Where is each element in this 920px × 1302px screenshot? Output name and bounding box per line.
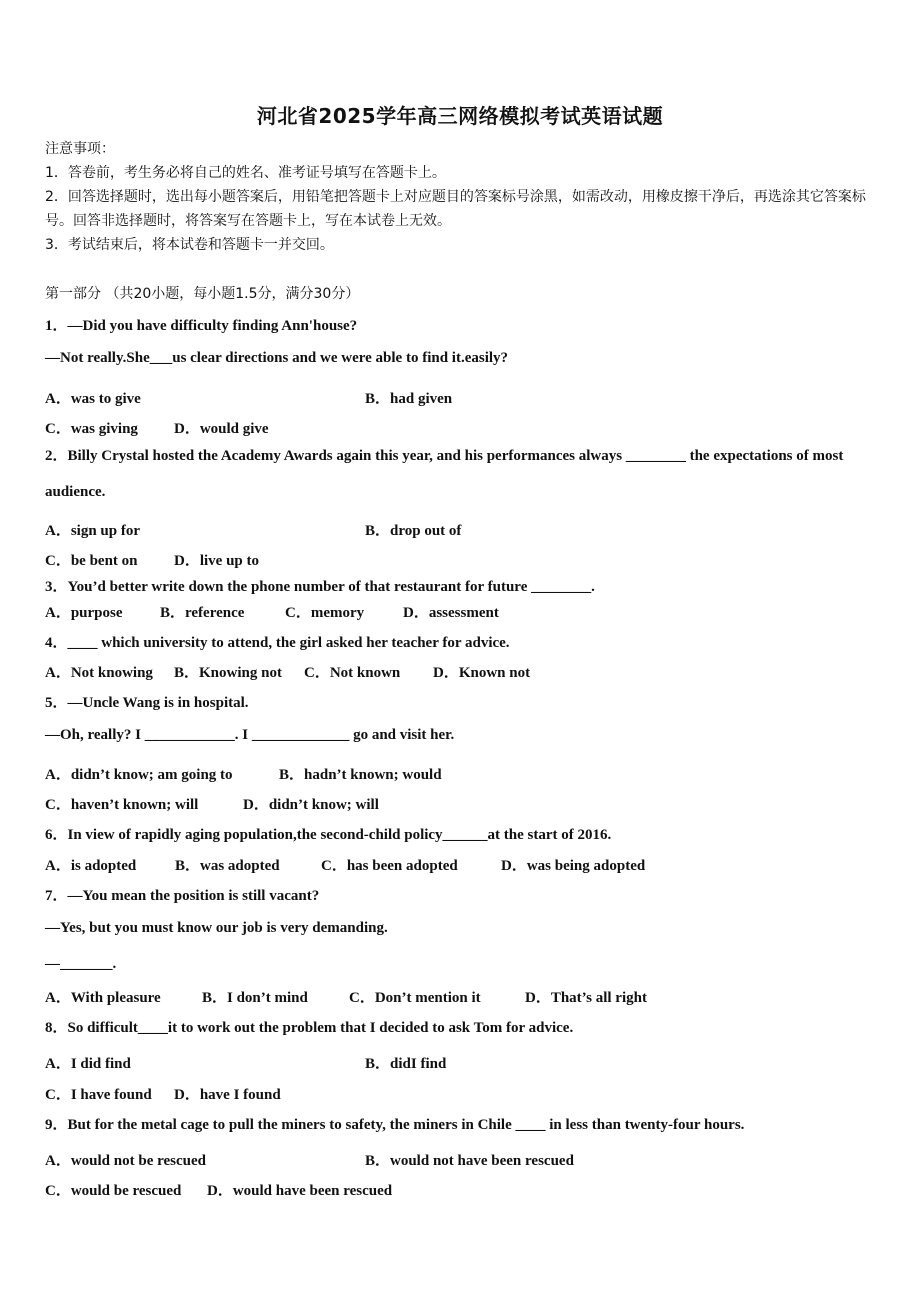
question-6-option-b[interactable]: B．was adopted (175, 858, 280, 874)
question-1-stem: 1．—Did you have difficulty finding Ann'house? (45, 318, 358, 334)
question-7-stem-reply: —Yes, but you must know our job is very demanding. (45, 920, 388, 936)
question-5-option-a[interactable]: A．didn’t know; am going to (45, 767, 233, 783)
question-3-option-d[interactable]: D．assessment (403, 605, 499, 621)
question-4-option-a[interactable]: A．Not knowing (45, 665, 153, 681)
question-7-option-d[interactable]: D．That’s all right (525, 990, 647, 1006)
question-7-option-c[interactable]: C．Don’t mention it (349, 990, 481, 1006)
question-6-stem: 6．In view of rapidly aging population,the second-child policy______at the start of 2016. (45, 827, 612, 843)
question-1-option-c[interactable]: C．was giving (45, 421, 138, 437)
question-1-stem-reply: —Not really.She___us clear directions and we were able to find it.easily? (45, 350, 509, 366)
question-1-option-d[interactable]: D．would give (174, 421, 269, 437)
notes-item-2: 2．回答选择题时，选出每小题答案后，用铅笔把答题卡上对应题目的答案标号涂黑，如需改动，用橡皮擦干净后，再选涂其它答案标号。回答非选择题时，将答案写在答题卡上，写在本试卷上无效。 (45, 189, 866, 229)
question-6-option-d[interactable]: D．was being adopted (501, 858, 646, 874)
question-2-option-d[interactable]: D．live up to (174, 553, 260, 569)
question-8-option-d[interactable]: D．have I found (174, 1087, 281, 1103)
question-8-option-c[interactable]: C．I have found (45, 1087, 152, 1103)
question-5-stem-reply: —Oh, really? I ____________. I _____________ go and visit her. (45, 727, 455, 743)
exam-title: 河北省2025学年高三网络模拟考试英语试题 (256, 104, 664, 128)
question-9-option-a[interactable]: A．would not be rescued (45, 1153, 206, 1169)
question-3-option-c[interactable]: C．memory (285, 605, 365, 621)
question-4-stem: 4．____ which university to attend, the girl asked her teacher for advice. (45, 635, 510, 651)
question-5-option-d[interactable]: D．didn’t know; will (243, 797, 379, 813)
question-3-option-a[interactable]: A．purpose (45, 605, 123, 621)
question-6-option-a[interactable]: A．is adopted (45, 858, 137, 874)
question-1-option-b[interactable]: B．had given (365, 391, 453, 407)
question-9-option-b[interactable]: B．would not have been rescued (365, 1153, 574, 1169)
question-5-option-c[interactable]: C．haven’t known; will (45, 797, 199, 813)
question-7-option-a[interactable]: A．With pleasure (45, 990, 161, 1006)
notes-item-1: 1．答卷前，考生务必将自己的姓名、准考证号填写在答题卡上。 (45, 165, 446, 181)
question-8-option-a[interactable]: A．I did find (45, 1056, 131, 1072)
question-5-option-b[interactable]: B．hadn’t known; would (279, 767, 442, 783)
part-one-heading: 第一部分 （共20小题，每小题1.5分，满分30分） (45, 286, 360, 302)
question-5-stem: 5．—Uncle Wang is in hospital. (45, 695, 249, 711)
question-2-stem: 2．Billy Crystal hosted the Academy Awards again this year, and his performances always ________ the expectations of most audience. (45, 448, 844, 500)
question-3-option-b[interactable]: B．reference (160, 605, 245, 621)
question-4-option-d[interactable]: D．Known not (433, 665, 531, 681)
question-7-stem-blank: —_______. (45, 956, 117, 972)
question-8-stem: 8．So difficult____it to work out the problem that I decided to ask Tom for advice. (45, 1020, 574, 1036)
notes-item-3: 3．考试结束后，将本试卷和答题卡一并交回。 (45, 237, 334, 253)
question-7-stem: 7．—You mean the position is still vacant? (45, 888, 320, 904)
question-2-option-a[interactable]: A．sign up for (45, 523, 141, 539)
question-6-option-c[interactable]: C．has been adopted (321, 858, 458, 874)
question-8-option-b[interactable]: B．didI find (365, 1056, 447, 1072)
question-7-option-b[interactable]: B．I don’t mind (202, 990, 308, 1006)
question-4-option-c[interactable]: C．Not known (304, 665, 401, 681)
question-3-stem: 3．You’d better write down the phone number of that restaurant for future ________. (45, 579, 595, 595)
question-1-option-a[interactable]: A．was to give (45, 391, 141, 407)
notes-heading: 注意事项： (45, 141, 115, 157)
question-2-option-c[interactable]: C．be bent on (45, 553, 138, 569)
question-9-option-c[interactable]: C．would be rescued (45, 1183, 182, 1199)
question-9-option-d[interactable]: D．would have been rescued (207, 1183, 393, 1199)
question-4-option-b[interactable]: B．Knowing not (174, 665, 282, 681)
question-9-stem: 9．But for the metal cage to pull the miners to safety, the miners in Chile ____ in less than twenty-four hours. (45, 1117, 745, 1133)
question-2-option-b[interactable]: B．drop out of (365, 523, 462, 539)
